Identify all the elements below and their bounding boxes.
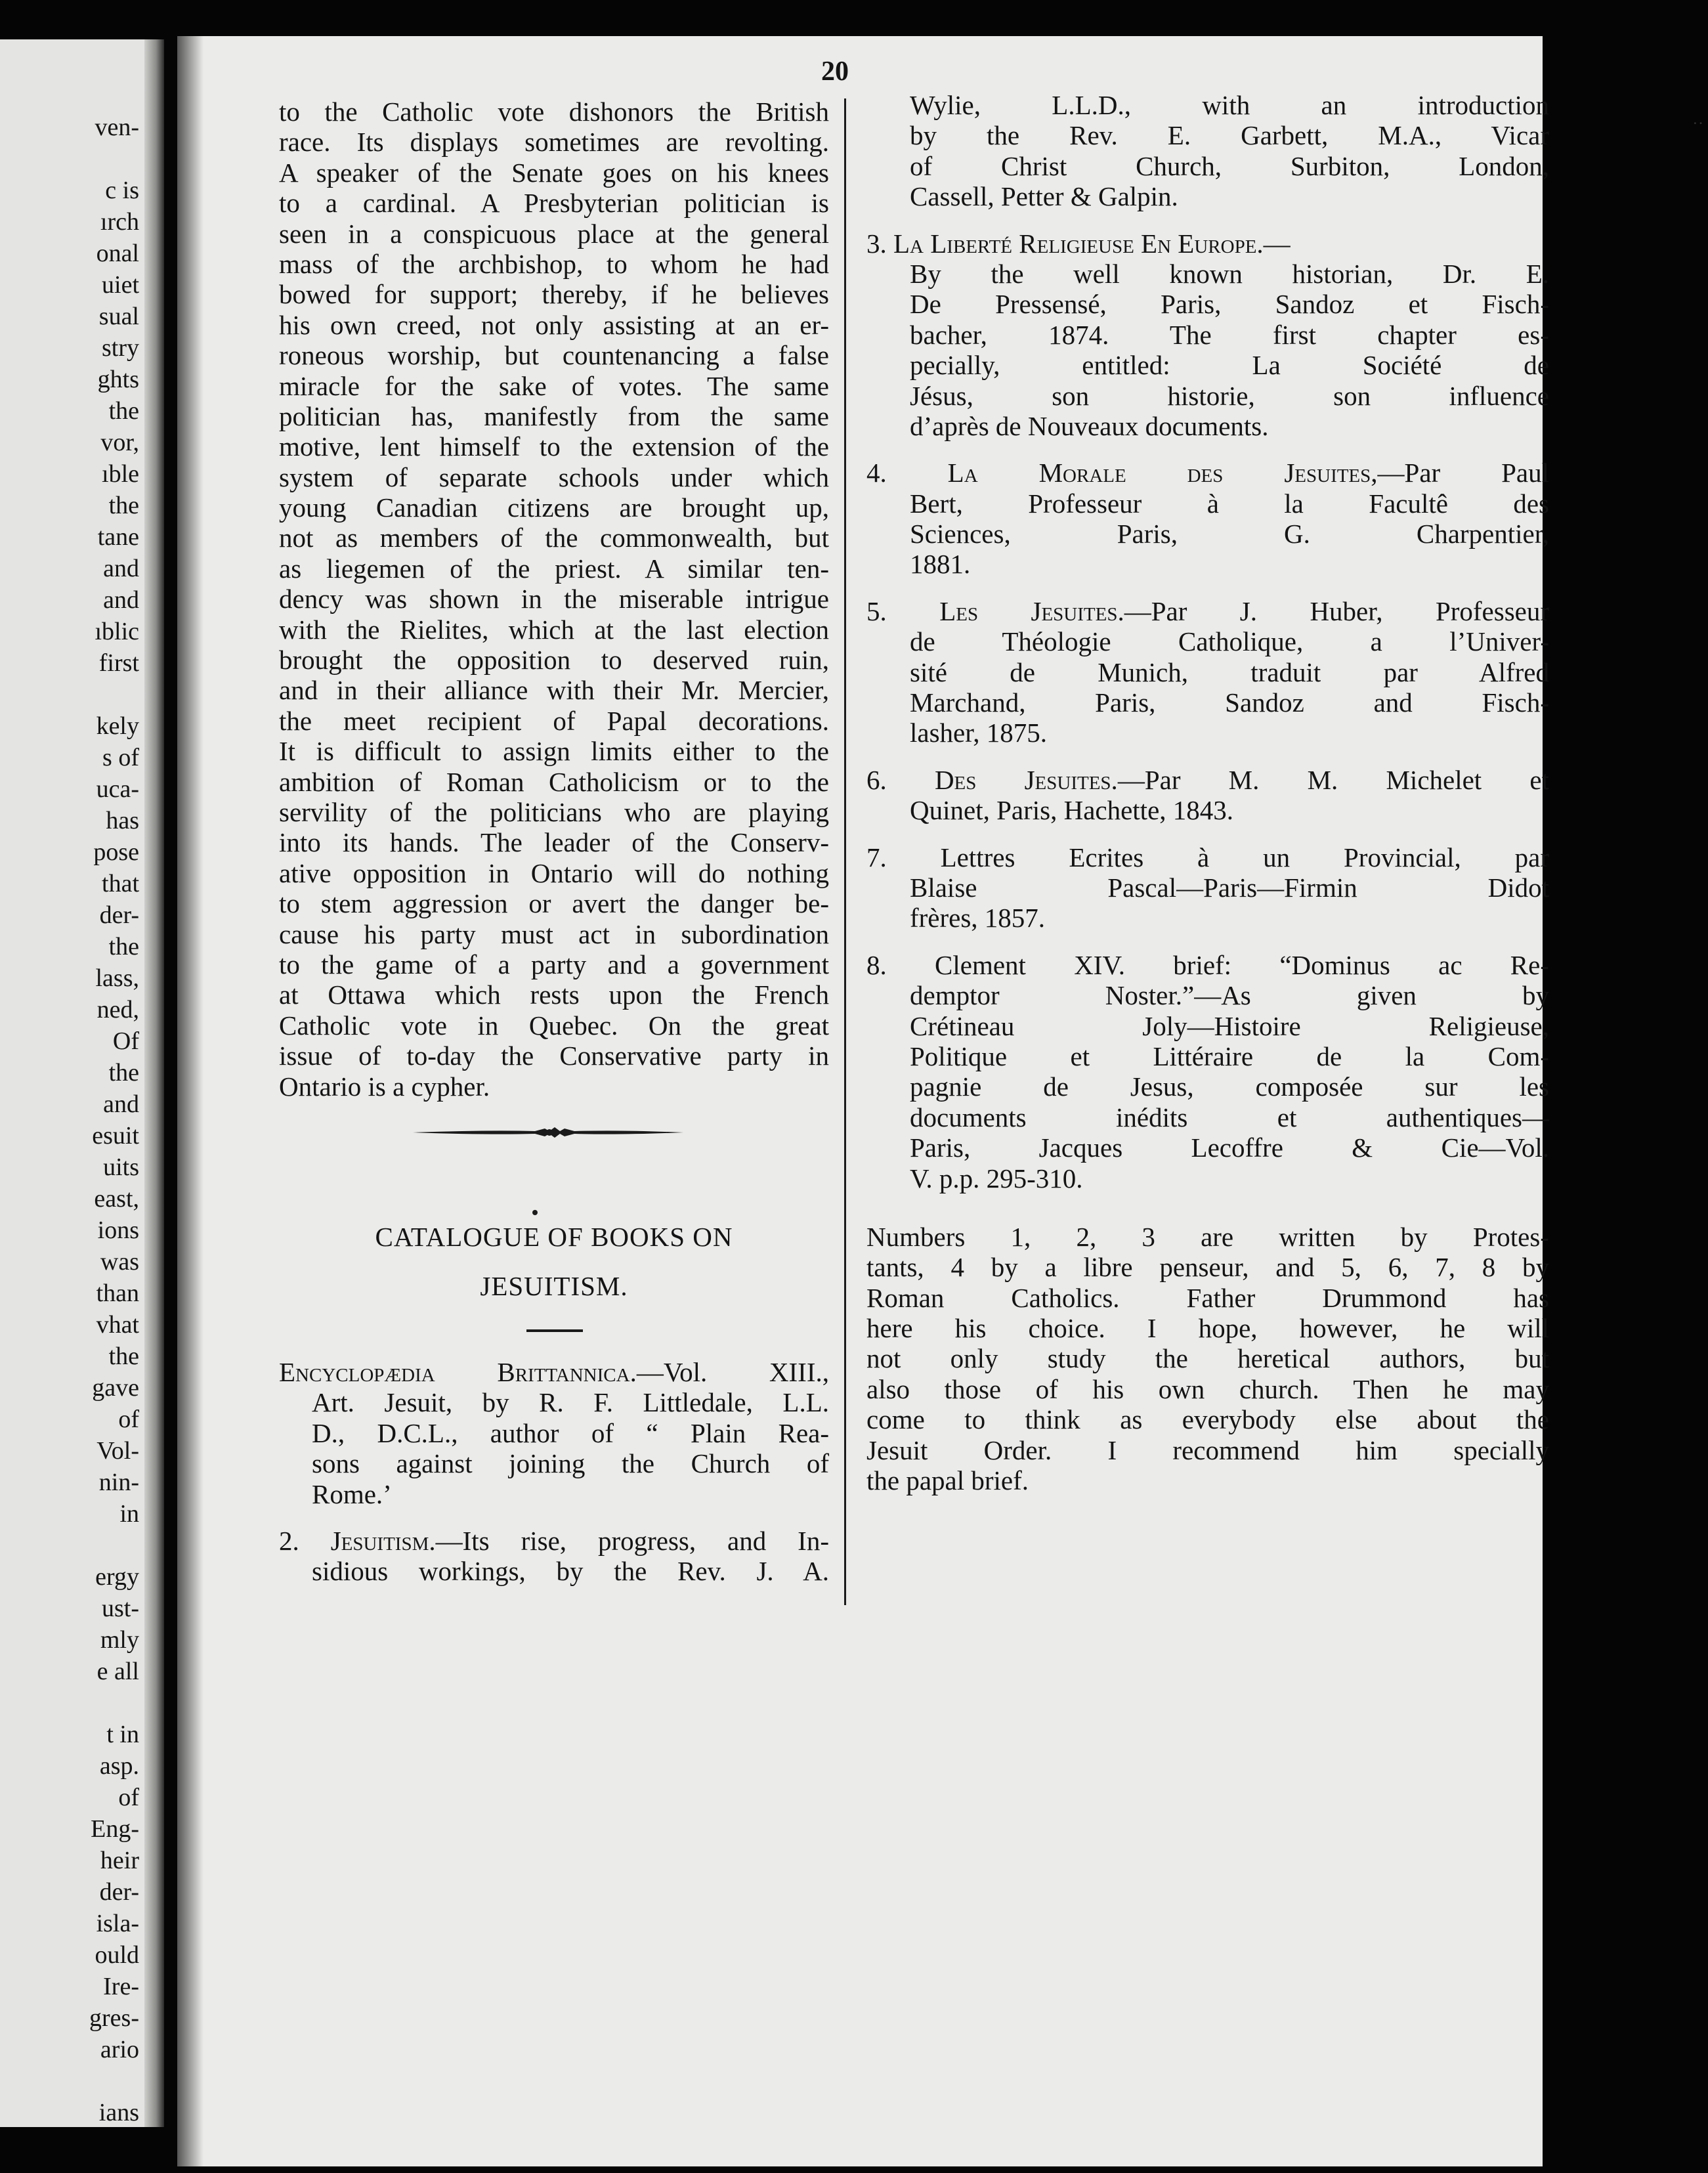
body-text-line: and in their alliance with their Mr. Mercier,: [279, 675, 829, 706]
entry-text: Clement XIV. brief: “Dominus ac Re-: [935, 949, 1549, 980]
body-text-line: as liegemen of the priest. A similar ten-: [279, 553, 829, 584]
previous-page-line: and: [103, 1090, 139, 1118]
catalogue-heading: CATALOGUE OF BOOKS ON: [375, 1222, 733, 1252]
body-text-line: into its hands. The leader of the Conserv-: [279, 827, 829, 858]
previous-page-line: uiet: [102, 271, 139, 299]
decorative-rule-icon: [410, 1121, 686, 1147]
entry-line: By the well known historian, Dr. E.: [910, 258, 1549, 289]
entry-number: 2.: [279, 1525, 299, 1556]
previous-page-line: east,: [94, 1185, 139, 1213]
body-text-line: miracle for the sake of votes. The same: [279, 370, 829, 401]
previous-page-line: der-: [99, 1878, 139, 1906]
body-text-line: A speaker of the Senate goes on his knees: [279, 157, 829, 188]
body-text-line: seen in a conspicuous place at the general: [279, 218, 829, 249]
body-text-line: issue of to-day the Conservative party in: [279, 1041, 829, 1071]
entry-title: Des Jesuites.: [934, 764, 1118, 795]
body-text-line: to stem aggression or avert the danger be-: [279, 888, 829, 919]
entry-text: —Par Paul: [1377, 458, 1549, 488]
previous-page-line: vor,: [100, 429, 139, 456]
previous-page-line: Ire-: [103, 1973, 139, 2000]
previous-page-line: [89, 143, 139, 175]
body-text-line: with the Rielites, which at the last election: [279, 614, 829, 645]
body-text-line: not as members of the commonwealth, but: [279, 523, 829, 553]
entry-text: —Its rise, progress, and In-: [435, 1525, 829, 1556]
entry-text: Lettres Ecrites à un Provincial, par: [940, 842, 1549, 872]
entry-line: sons against joining the Church of: [312, 1448, 829, 1479]
page-number: 20: [821, 56, 849, 87]
closing-paragraph: [866, 1222, 1549, 1496]
entry-line: Politique et Littéraire de la Com-: [910, 1041, 1549, 1071]
previous-page-line: mly: [100, 1626, 139, 1654]
previous-page-line: was: [100, 1248, 139, 1276]
entry-line: sidious workings, by the Rev. J. A.: [312, 1556, 829, 1587]
entry-number: 3.: [866, 228, 887, 259]
entry-title: Les Jesuites.: [939, 595, 1124, 626]
previous-page-line: t in: [106, 1721, 139, 1748]
previous-page-line: lass,: [95, 964, 139, 992]
entry-line: Blaise Pascal—Paris—Firmin Didot: [910, 872, 1549, 903]
previous-page-line: ned,: [96, 996, 139, 1023]
catalogue-entry-7: [866, 842, 1549, 934]
previous-page-line: der-: [99, 901, 139, 929]
previous-page-line: asp.: [99, 1752, 139, 1780]
previous-page-line: has: [106, 807, 139, 834]
previous-page-line: in: [119, 1500, 139, 1528]
closing-line: Roman Catholics. Father Drummond has: [866, 1282, 1549, 1313]
entry-line: Wylie, L.L.D., with an introduction: [910, 90, 1549, 120]
previous-page-line: uits: [103, 1153, 139, 1181]
body-text-line: race. Its displays sometimes are revolting.: [279, 127, 829, 158]
body-text-line: to the Catholic vote dishonors the British: [279, 97, 829, 127]
previous-page-line: first: [98, 649, 139, 677]
catalogue-list-left: [279, 1357, 829, 1603]
body-text-line: to the game of a party and a government: [279, 949, 829, 979]
entry-line: demptor Noster.”—As given by: [910, 980, 1549, 1011]
body-text-line: system of separate schools under which: [279, 462, 829, 492]
catalogue-entry-5: [866, 596, 1549, 748]
previous-page-line: uca-: [96, 775, 139, 803]
previous-page-line: ıblic: [95, 618, 139, 645]
page-gutter: [144, 39, 164, 2127]
entry-line: bacher, 1874. The first chapter es-: [910, 319, 1549, 350]
previous-page-line: pose: [93, 838, 139, 866]
previous-page-line: ven-: [95, 114, 139, 141]
previous-page-line: isla-: [96, 1910, 139, 1937]
previous-page-line: of: [118, 1406, 139, 1433]
entry-line: Marchand, Paris, Sandoz and Fisch-: [910, 687, 1549, 718]
previous-page-line: of: [118, 1784, 139, 1811]
body-text-line: brought the opposition to deserved ruin,: [279, 645, 829, 676]
entry-line: Sciences, Paris, G. Charpentier,: [910, 519, 1549, 549]
heading-rule: [526, 1329, 583, 1332]
body-text-line: Ontario is a cypher.: [279, 1071, 490, 1102]
previous-page-line: [89, 679, 139, 710]
entry-line: pagnie de Jesus, composée sur les: [910, 1071, 1549, 1102]
closing-line: here his choice. I hope, however, he will: [866, 1313, 1549, 1344]
previous-page-line: gres-: [89, 2004, 139, 2032]
entry-line: sité de Munich, traduit par Alfred: [910, 656, 1549, 687]
catalogue-entry-3: [866, 228, 1549, 442]
document-page: [177, 36, 1704, 2166]
closing-line: not only study the heretical authors, but: [866, 1343, 1549, 1374]
entry-line: 1881.: [910, 549, 971, 580]
previous-page-line: the: [108, 492, 139, 519]
previous-page-line: nin-: [98, 1469, 139, 1496]
closing-line: tants, 4 by a libre penseur, and 5, 6, 7, 8 by: [866, 1252, 1549, 1283]
entry-text: —Par J. Huber, Professeur: [1124, 595, 1550, 626]
closing-line: come to think as everybody else about the: [866, 1404, 1549, 1435]
previous-page-line: stry: [102, 334, 139, 362]
previous-page-edge: [0, 39, 164, 2127]
body-text-line: dency was shown in the miserable intrigue: [279, 584, 829, 614]
previous-page-line: esuit: [92, 1122, 139, 1150]
entry-title: La Liberté Religieuse En Europe.: [893, 228, 1264, 259]
entry-number: 6.: [866, 764, 887, 795]
catalogue-entry-4: [866, 458, 1549, 580]
entry-line: by the Rev. E. Garbett, M.A., Vicar: [910, 120, 1549, 151]
entry-line: Quinet, Paris, Hachette, 1843.: [910, 795, 1234, 826]
previous-page-line: the: [108, 1343, 139, 1370]
previous-page-line: ians: [98, 2099, 139, 2126]
previous-page-line: c is: [105, 177, 139, 204]
entry-line: of Christ Church, Surbiton, London,: [910, 150, 1549, 181]
catalogue-subheading: JESUITISM.: [480, 1271, 628, 1301]
body-text-line: servility of the politicians who are playing: [279, 796, 829, 827]
previous-page-line: [89, 1687, 139, 1719]
entry-line: Jésus, son historie, son influence: [910, 380, 1549, 411]
closing-line: also those of his own church. Then he may: [866, 1373, 1549, 1404]
catalogue-entry-6: [866, 765, 1549, 826]
body-text-line: to a cardinal. A Presbyterian politician is: [279, 188, 829, 219]
previous-page-line: than: [96, 1280, 139, 1307]
body-text-line: ambition of Roman Catholicism or to the: [279, 766, 829, 797]
previous-page-line: [89, 2065, 139, 2097]
body-text-line: ative opposition in Ontario will do nothing: [279, 857, 829, 888]
body-text-line: bowed for support; thereby, if he believes: [279, 279, 829, 310]
previous-page-line: that: [102, 870, 139, 897]
previous-page-line: tane: [97, 523, 139, 551]
previous-page-line: ould: [95, 1941, 139, 1969]
entry-number: 8.: [866, 949, 887, 980]
entry-text: —: [1263, 228, 1291, 259]
previous-page-line: [89, 1530, 139, 1561]
previous-page-line: and: [103, 586, 139, 614]
entry-line: Art. Jesuit, by R. F. Littledale, L.L.: [312, 1387, 829, 1418]
previous-page-line: sual: [98, 303, 139, 330]
previous-page-line: s of: [102, 744, 139, 771]
entry-line: Bert, Professeur à la Facultê des: [910, 488, 1549, 519]
body-text-line: cause his party must act in subordination: [279, 918, 829, 949]
catalogue-entry-2: [279, 1526, 829, 1587]
body-text-line: Catholic vote in Quebec. On the great: [279, 1010, 829, 1041]
entry-line: frères, 1857.: [910, 903, 1046, 934]
body-text-line: mass of the archbishop, to whom he had: [279, 248, 829, 279]
previous-page-line: ust-: [102, 1595, 139, 1622]
entry-title: La Morale des Jesuites,: [947, 458, 1378, 488]
right-column: [866, 90, 1549, 1495]
entry-number: 7.: [866, 842, 887, 872]
previous-page-line: ions: [97, 1216, 139, 1244]
catalogue-entry-8: [866, 950, 1549, 1194]
previous-page-line: the: [108, 397, 139, 425]
body-text-line: roneous worship, but countenancing a false: [279, 340, 829, 371]
previous-page-line: and: [103, 555, 139, 582]
entry-line: De Pressensé, Paris, Sandoz et Fisch-: [910, 289, 1549, 320]
ornament-dot: [532, 1210, 538, 1215]
entry-number: 4.: [866, 458, 887, 488]
entry-line: lasher, 1875.: [910, 718, 1048, 748]
previous-page-line: ghts: [97, 366, 139, 393]
body-text-line: motive, lent himself to the extension of the: [279, 431, 829, 462]
previous-page-line: onal: [96, 240, 139, 267]
catalogue-entry-2-continued: [866, 90, 1549, 212]
previous-page-line: vhat: [96, 1311, 139, 1339]
entry-number: 5.: [866, 595, 887, 626]
previous-page-line: e all: [96, 1658, 139, 1685]
previous-page-line: Vol-: [96, 1437, 139, 1465]
previous-page-line: the: [108, 933, 139, 960]
previous-page-text: [89, 112, 139, 2128]
entry-line: de Théologie Catholique, a l’Univer-: [910, 626, 1549, 657]
body-text-line: young Canadian citizens are brought up,: [279, 492, 829, 523]
entry-line: Rome.’: [312, 1478, 392, 1509]
body-text-line: politician has, manifestly from the same: [279, 400, 829, 431]
body-text-line: at Ottawa which rests upon the French: [279, 979, 829, 1010]
entry-text: —Par M. M. Michelet et: [1117, 764, 1549, 795]
previous-page-line: the: [108, 1059, 139, 1086]
previous-page-line: gave: [92, 1374, 139, 1402]
catalogue-entry-1: [279, 1357, 829, 1509]
entry-title: Encyclopædia Brittannica.: [279, 1357, 637, 1387]
entry-text: —Vol. XIII.,: [636, 1357, 829, 1387]
previous-page-line: Of: [112, 1027, 139, 1055]
previous-page-line: heir: [100, 1847, 139, 1874]
closing-line: Numbers 1, 2, 3 are written by Protes-: [866, 1221, 1549, 1252]
page-edge-shadow: [177, 36, 203, 2166]
body-text-line: the meet recipient of Papal decorations.: [279, 705, 829, 736]
entry-title: Jesuitism.: [330, 1525, 436, 1556]
entry-line: D., D.C.L., author of “ Plain Rea-: [312, 1417, 829, 1448]
body-text-line: his own creed, not only assisting at an er-: [279, 309, 829, 340]
previous-page-line: ıble: [102, 460, 139, 488]
previous-page-line: ırch: [100, 208, 139, 236]
entry-line: V. p.p. 295-310.: [910, 1163, 1083, 1194]
entry-line: d’après de Nouveaux documents.: [910, 410, 1269, 441]
entry-line: Paris, Jacques Lecoffre & Cie—Vol.: [910, 1132, 1549, 1163]
previous-page-line: kely: [96, 712, 139, 740]
closing-line: Jesuit Order. I recommend him specially: [866, 1434, 1549, 1465]
entry-line: pecially, entitled: La Société de: [910, 350, 1549, 381]
left-column-text: [279, 97, 829, 1102]
previous-page-line: Eng-: [91, 1815, 139, 1843]
previous-page-line: ergy: [95, 1563, 139, 1591]
column-divider: [844, 98, 846, 1605]
entry-line: documents inédits et authentiques—: [910, 1102, 1549, 1132]
entry-line: Cassell, Petter & Galpin.: [910, 181, 1178, 212]
ink-mark-icon: ˙˙: [1692, 119, 1704, 138]
previous-page-line: ario: [100, 2036, 139, 2063]
body-text-line: It is difficult to assign limits either to the: [279, 736, 829, 767]
entry-line: Crétineau Joly—Histoire Religieuse,: [910, 1010, 1549, 1041]
closing-line: the papal brief.: [866, 1465, 1029, 1496]
